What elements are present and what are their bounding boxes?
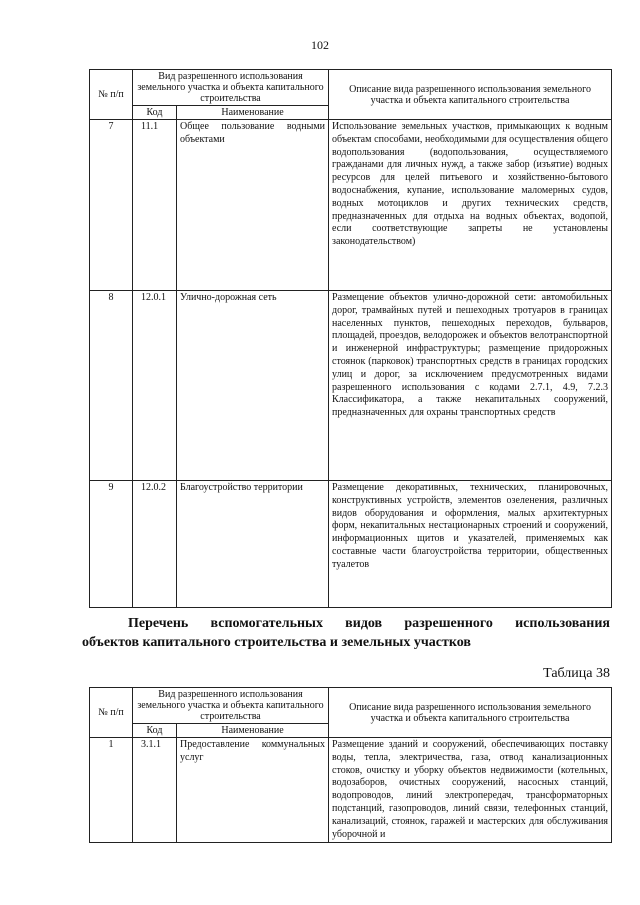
- row-name: Улично-дорожная сеть: [177, 291, 329, 481]
- row-name: Предоставление коммунальных услуг: [177, 738, 329, 843]
- row-num: 9: [90, 481, 133, 608]
- section-heading: [82, 614, 610, 652]
- row-num: 8: [90, 291, 133, 481]
- header-num: № п/п: [90, 70, 133, 120]
- row-name: Благоустройство территории: [177, 481, 329, 608]
- row-name: Общее пользование водными объектами: [177, 120, 329, 291]
- row-code: 12.0.1: [133, 291, 177, 481]
- table-row: [90, 481, 612, 608]
- section-heading-line2: объектов капитального строительства и земельных участков: [82, 635, 471, 650]
- header-description: Описание вида разрешенного использования земельного участка и объекта капитального строительства: [329, 70, 612, 120]
- header-name: Наименование: [177, 724, 329, 738]
- permitted-use-table-main: [89, 69, 612, 608]
- section-heading-line1: Перечень вспомогательных видов разрешенного использования: [128, 616, 610, 631]
- row-description: Использование земельных участков, примыкающих к водным объектам способами, необходимыми для осуществления общего водопользования (водопользования, осуществляемого гражданами для личных нужд, а также забор (изъятие) водных ресурсов для целей питьевого и хозяйственно-бытового водоснабжения, купание, использование маломерных судов, водных мотоциклов и других технических средств, предназначенных для отдыха на водных объектах, водопой, если соответствующие запреты не установлены законодательством): [329, 120, 612, 291]
- header-group: Вид разрешенного использования земельного участка и объекта капитального строительства: [133, 70, 329, 106]
- page-number: 102: [311, 38, 329, 52]
- header-description: Описание вида разрешенного использования земельного участка и объекта капитального строительства: [329, 688, 612, 738]
- table-row: [90, 291, 612, 481]
- table-row: [90, 738, 612, 843]
- header-code: Код: [133, 724, 177, 738]
- table-label: Таблица 38: [543, 666, 610, 681]
- row-description: Размещение объектов улично-дорожной сети: автомобильных дорог, трамвайных путей и пешеходных тротуаров в границах населенных пунктов, пешеходных переходов, бульваров, площадей, проездов, велодорожек и объектов велотранспортной и инженерной инфраструктуры; размещение придорожных стоянок (парковок) транспортных средств в границах городских улиц и дорог, за исключением предусмотренных видами разрешенного использования с кодами 2.7.1, 4.9, 7.2.3 Классификатора, а также некапитальных сооружений, предназначенных для охраны транспортных средств: [329, 291, 612, 481]
- header-name: Наименование: [177, 106, 329, 120]
- header-code: Код: [133, 106, 177, 120]
- permitted-use-table-auxiliary: [89, 687, 612, 843]
- header-group: Вид разрешенного использования земельного участка и объекта капитального строительства: [133, 688, 329, 724]
- row-description: Размещение декоративных, технических, планировочных, конструктивных устройств, элементов озеленения, различных видов оборудования и оформления, малых архитектурных форм, некапитальных нестационарных строений и сооружений, информационных щитов и указателей, применяемых как составные части благоустройства территории, общественных туалетов: [329, 481, 612, 608]
- table-row: [90, 120, 612, 291]
- row-num: 7: [90, 120, 133, 291]
- row-code: 3.1.1: [133, 738, 177, 843]
- row-num: 1: [90, 738, 133, 843]
- header-num: № п/п: [90, 688, 133, 738]
- row-code: 11.1: [133, 120, 177, 291]
- row-description: Размещение зданий и сооружений, обеспечивающих поставку воды, тепла, электричества, газа, отвод канализационных стоков, очистку и уборку объектов недвижимости (котельных, водозаборов, очистных сооружений, насосных станций, водопроводов, линий электропередач, трансформаторных подстанций, газопроводов, линий связи, телефонных станций, канализаций, стоянок, гаражей и мастерских для обслуживания уборочной и: [329, 738, 612, 843]
- row-code: 12.0.2: [133, 481, 177, 608]
